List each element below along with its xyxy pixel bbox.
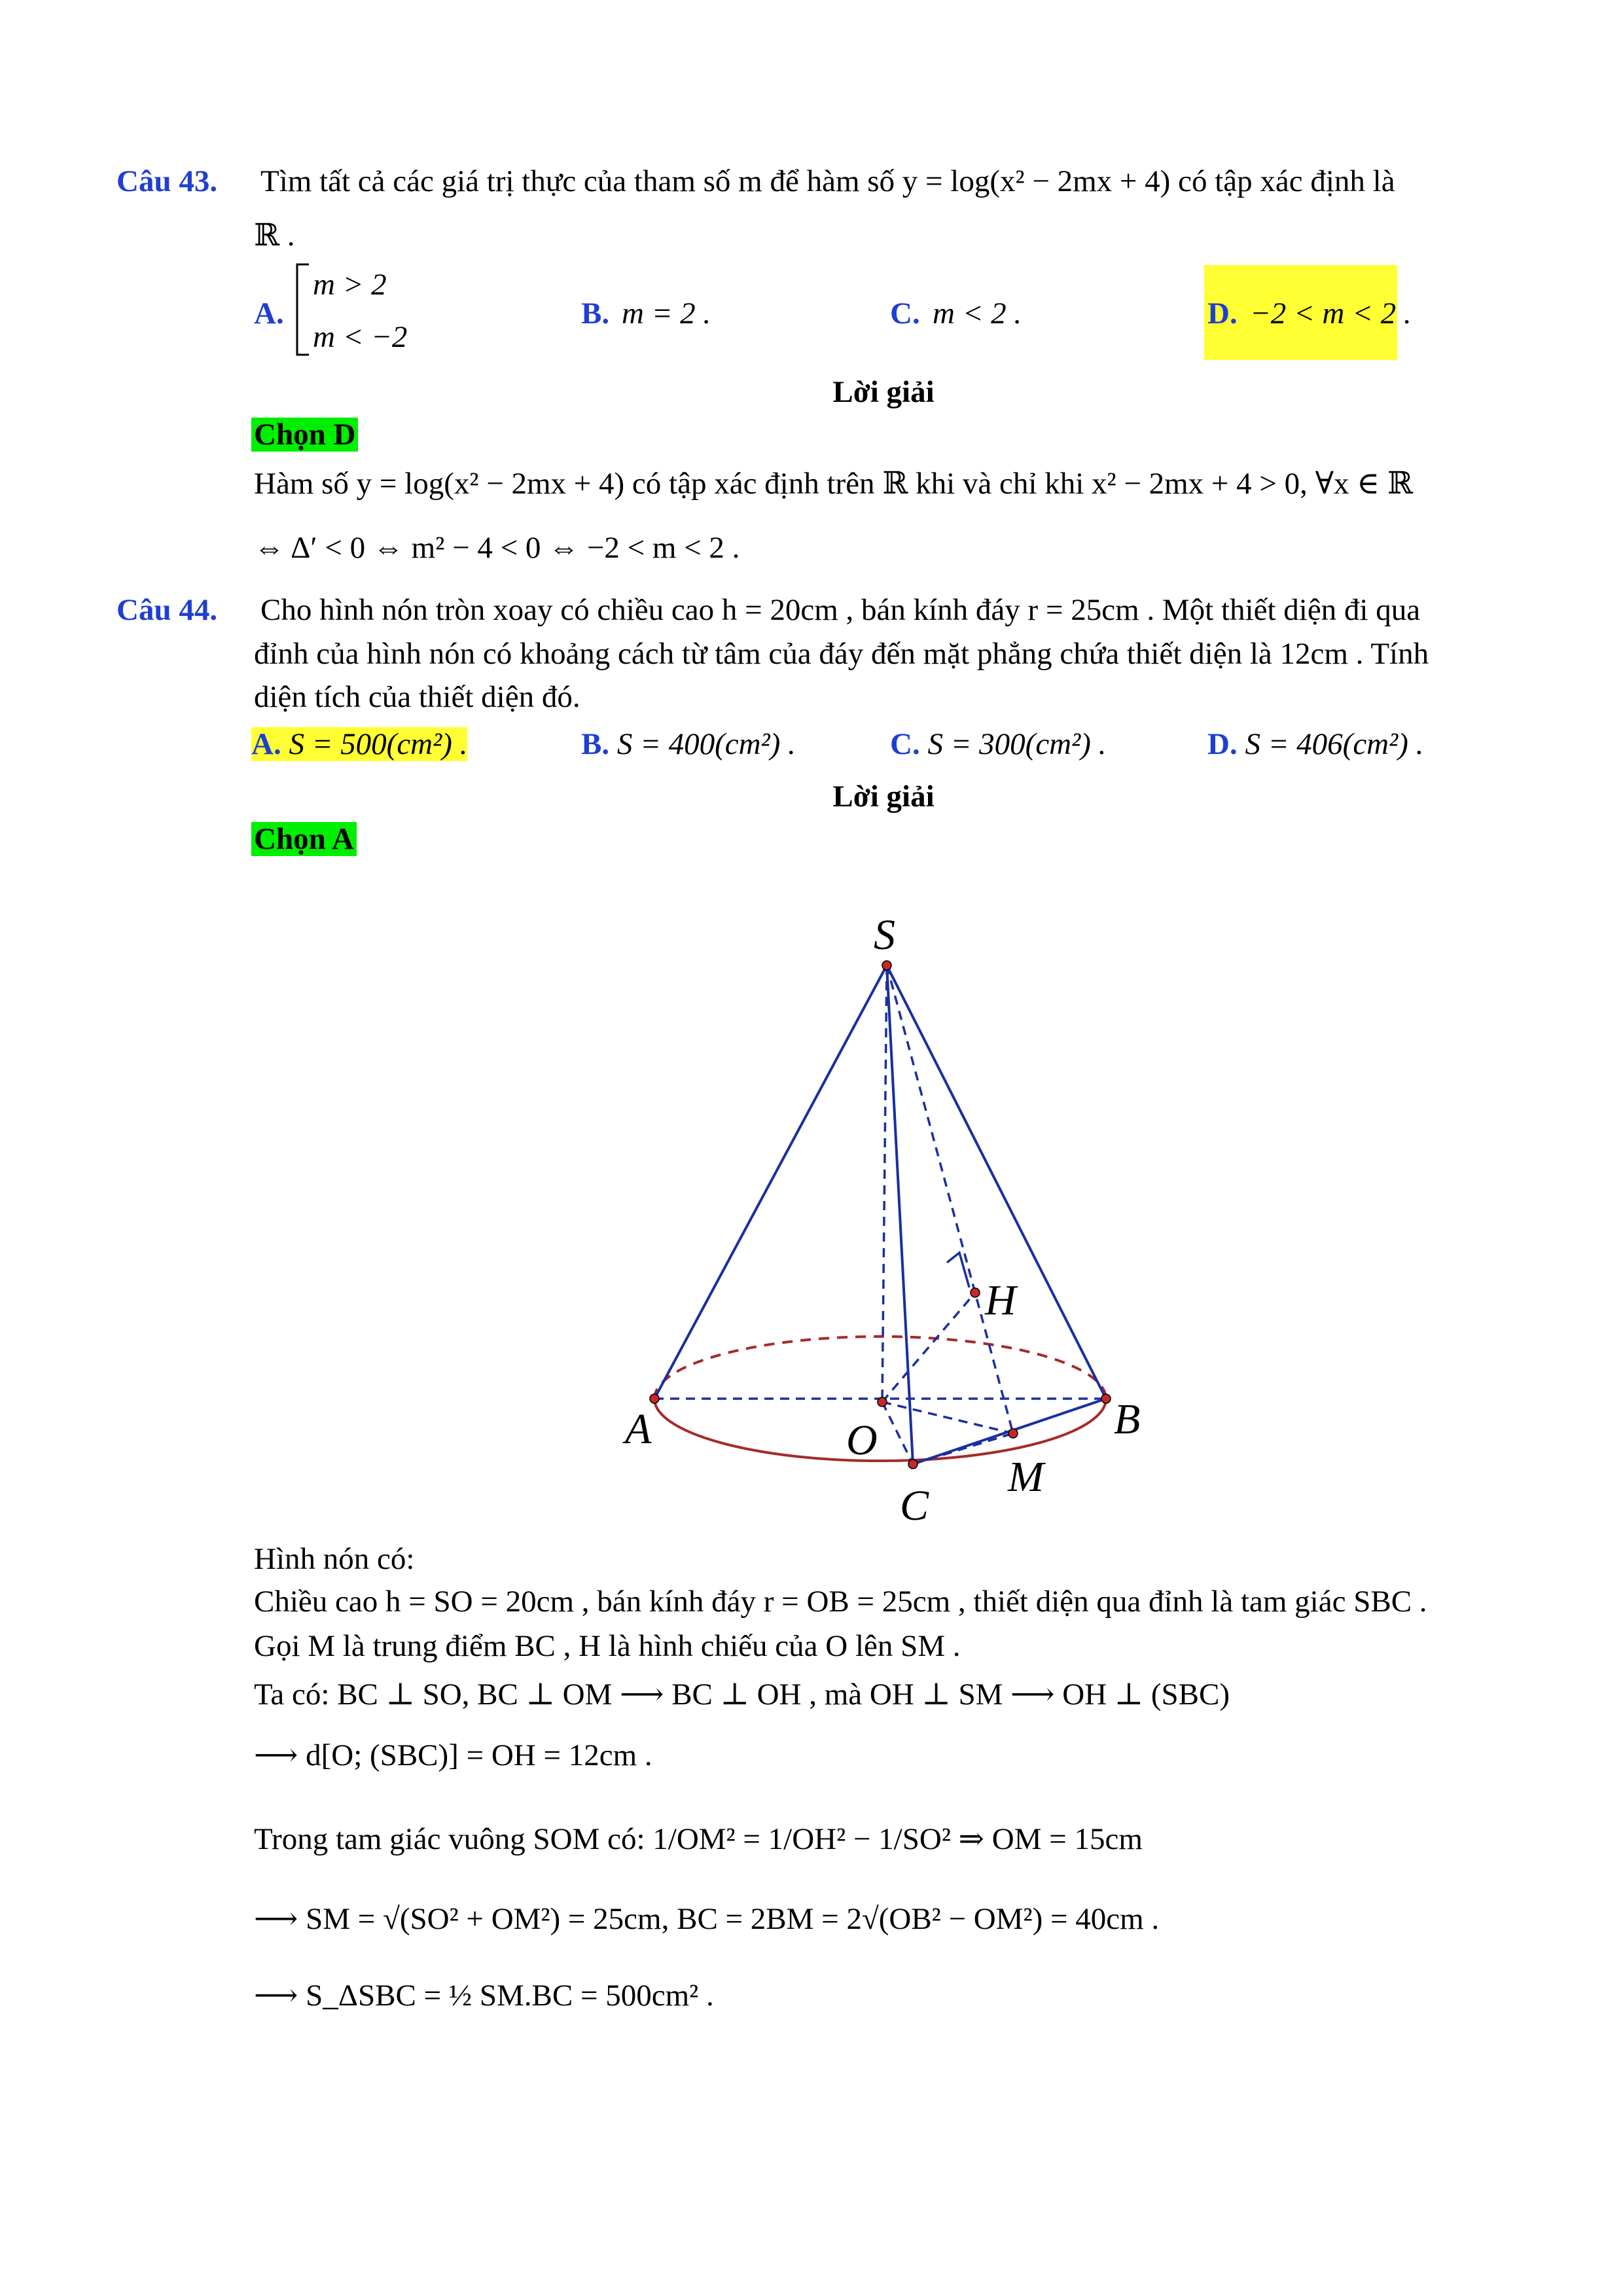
base-ellipse-front: [654, 1399, 1106, 1461]
q43-label: Câu 43.: [116, 164, 218, 198]
q44-option-b-text: S = 400(cm²) .: [616, 727, 796, 761]
q43-stem-line2: ℝ .: [254, 219, 295, 253]
segment-CM: [913, 1433, 1013, 1464]
q44-label: Câu 44.: [116, 593, 218, 627]
segment-OH: [882, 1293, 975, 1402]
q44-stem-line3: diện tích của thiết diện đó.: [254, 680, 580, 714]
segment-SM: [887, 965, 1013, 1433]
q44-option-a-label: A.: [251, 727, 281, 761]
label-O: O: [846, 1416, 878, 1464]
segment-OM: [882, 1402, 1013, 1433]
q43-option-d-text: −2 < m < 2 .: [1250, 296, 1412, 331]
label-M: M: [1008, 1453, 1044, 1501]
label-A: A: [625, 1405, 652, 1453]
label-H: H: [985, 1276, 1016, 1324]
q43-option-a-line1: m > 2: [313, 268, 387, 302]
q44-option-c-label: C.: [890, 727, 920, 761]
q43-option-b-text: m = 2 .: [622, 296, 711, 331]
q44-solution-line3: Gọi M là trung điểm BC , H là hình chiếu của O lên SM .: [254, 1629, 961, 1663]
q43-stem-line1: Tìm tất cả các giá trị thực của tham số m để hàm số y = log(x² − 2mx + 4) có tập xác định là: [260, 164, 1395, 198]
q43-option-c-label: C.: [890, 296, 920, 331]
q44-solution-line7: ⟶ SM = √(SO² + OM²) = 25cm, BC = 2BM = 2√(OB² − OM²) = 40cm .: [254, 1902, 1160, 1936]
q43-option-b-label: B.: [581, 296, 610, 331]
q44-choice-badge: Chọn A: [251, 822, 357, 856]
q44-solution-line6: Trong tam giác vuông SOM có: 1/OM² = 1/OH² − 1/SO² ⇒ OM = 15cm: [254, 1822, 1143, 1856]
q43-choice-badge: Chọn D: [251, 418, 358, 452]
q44-option-b-label: B.: [581, 727, 610, 761]
segment-OC: [882, 1402, 913, 1464]
q44-solution-line8: ⟶ S_ΔSBC = ½ SM.BC = 500cm² .: [254, 1979, 714, 2013]
point-H: [971, 1288, 980, 1297]
q43-solution-line1: Hàm số y = log(x² − 2mx + 4) có tập xác định trên ℝ khi và chỉ khi x² − 2mx + 4 > 0, ∀x ∈ ℝ: [254, 467, 1413, 501]
edge-SC: [887, 965, 913, 1464]
q43-option-a-label: A.: [254, 296, 284, 331]
q44-stem-line1: Cho hình nón tròn xoay có chiều cao h = 20cm , bán kính đáy r = 25cm . Một thiết diện đi qua: [260, 593, 1421, 627]
q44-solution-line2: Chiều cao h = SO = 20cm , bán kính đáy r = OB = 25cm , thiết diện qua đỉnh là tam giác SBC .: [254, 1585, 1427, 1619]
q43-option-a-line2: m < −2: [313, 320, 408, 354]
label-C: C: [900, 1482, 929, 1530]
point-A: [650, 1394, 659, 1403]
q43-solution-line2: ⇔ Δ′ < 0 ⇔ m² − 4 < 0 ⇔ −2 < m < 2 .: [254, 531, 740, 565]
q44-option-d-label: D.: [1207, 727, 1238, 761]
q44-solution-title: Lời giải: [832, 780, 935, 814]
point-C: [908, 1460, 918, 1469]
point-M: [1008, 1429, 1018, 1438]
q44-solution-line4: Ta có: BC ⊥ SO, BC ⊥ OM ⟶ BC ⊥ OH , mà OH ⊥ SM ⟶ OH ⊥ (SBC): [254, 1677, 1230, 1712]
q44-solution-line5: ⟶ d[O; (SBC)] = OH = 12cm .: [254, 1738, 652, 1772]
q43-option-d-label: D.: [1207, 296, 1238, 331]
point-S: [882, 961, 891, 970]
point-B: [1101, 1394, 1111, 1403]
q43-option-c-text: m < 2 .: [933, 296, 1022, 331]
edge-SA: [654, 965, 887, 1399]
q44-solution-line1: Hình nón có:: [254, 1542, 415, 1576]
edge-SB: [887, 965, 1106, 1399]
q44-option-a-text: S = 500(cm²) .: [289, 727, 468, 761]
q44-stem-line2: đỉnh của hình nón có khoảng cách từ tâm của đáy đến mặt phẳng chứa thiết diện là 12cm . Tính: [254, 637, 1429, 671]
label-S: S: [874, 911, 895, 959]
label-B: B: [1114, 1395, 1141, 1443]
base-ellipse-back: [654, 1336, 1106, 1399]
q44-option-d-text: S = 406(cm²) .: [1245, 727, 1424, 761]
q44-option-c-text: S = 300(cm²) .: [927, 727, 1107, 761]
point-O: [878, 1397, 887, 1407]
q43-solution-title: Lời giải: [832, 375, 935, 409]
